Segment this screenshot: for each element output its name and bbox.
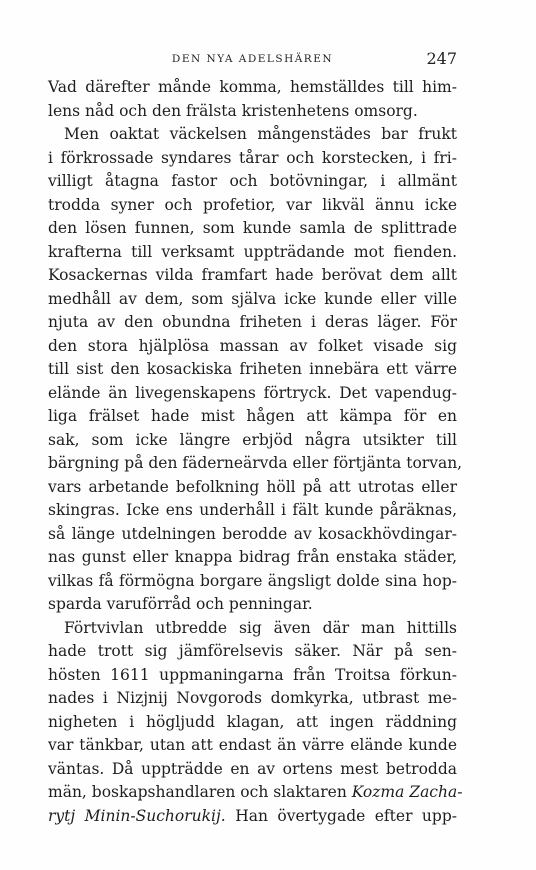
text-line: bärgning på den fäderneärvda eller förtjänta torvan,	[48, 454, 463, 472]
text-line: så länge utdelningen berodde av kosackhövdingar-	[48, 524, 457, 543]
text-line: njuta av den obundna friheten i deras läger. För	[48, 313, 457, 331]
text-line: den lösen funnen, som kunde samla de splittrade	[48, 219, 457, 237]
text-line: lens nåd och den frälsta kristenhetens omsorg.	[48, 101, 418, 120]
text-line: elände än livegenskapens förtryck. Det vapendug-	[48, 383, 457, 402]
person-name-part-1: Kozma Zacha-	[351, 783, 463, 801]
text-line: i förkrossade syndares tårar och korstecken, i fri-	[48, 148, 457, 167]
text-line: krafterna till verksamt uppträdande mot fienden.	[48, 242, 457, 261]
text-line: Men oaktat väckelsen mångenstädes bar frukt	[64, 125, 457, 143]
text-line: sparda varuförråd och penningar.	[48, 595, 313, 613]
text-line: skingras. Icke ens underhåll i fält kunde påräknas,	[48, 501, 457, 519]
text-line: medhåll av dem, som själva icke kunde eller ville	[48, 289, 457, 308]
line-text-before-name: män, boskapshandlaren och slaktaren	[48, 783, 347, 801]
running-head	[48, 49, 457, 71]
text-line: villigt åtagna fastor och botövningar, i allmänt	[48, 172, 457, 190]
text-line: Kosackernas vilda framfart hade berövat dem allt	[48, 266, 457, 284]
text-line: Förtvivlan utbredde sig även där man hittills	[64, 618, 457, 637]
page-number: 247	[426, 49, 457, 68]
text-line: trodda syner och profetior, var likväl ännu icke	[48, 195, 457, 214]
text-line-with-name	[48, 805, 457, 829]
text-line: sak, som icke längre erbjöd några utsikter till	[48, 430, 457, 449]
person-name-part-2: rytj Minin-Suchorukij.	[48, 806, 226, 825]
text-line: var tänkbar, utan att endast än värre elände kunde	[48, 736, 457, 754]
text-line: hade trott sig jämförelsevis säker. När på sen-	[48, 642, 457, 660]
text-line-with-name	[48, 781, 463, 805]
text-line: till sist den kosackiska friheten innebära ett värre	[48, 360, 457, 378]
text-line: nigheten i högljudd klagan, att ingen räddning	[48, 712, 457, 731]
text-line: vilkas få förmögna borgare ängsligt dolde sina hop-	[48, 571, 457, 590]
line-text-after-name: Han övertygade efter upp-	[235, 806, 457, 825]
text-line: väntas. Då uppträdde en av ortens mest betrodda	[48, 759, 457, 778]
text-line: nades i Nizjnij Novgorods domkyrka, utbrast me-	[48, 689, 457, 707]
text-line: hösten 1611 uppmaningarna från Troitsa förkun-	[48, 665, 457, 684]
text-line: den stora hjälplösa massan av folket visade sig	[48, 336, 457, 355]
text-line: Vad därefter månde komma, hemställdes till him-	[48, 78, 457, 96]
body-text	[48, 76, 463, 828]
running-title: DEN NYA ADELSHÄREN	[171, 53, 334, 65]
text-line: nas gunst eller knappa bidrag från enstaka städer,	[48, 548, 457, 566]
text-line: vars arbetande befolkning höll på att utrotas eller	[48, 477, 457, 496]
text-line: liga frälset hade mist hågen att kämpa för en	[48, 407, 457, 425]
